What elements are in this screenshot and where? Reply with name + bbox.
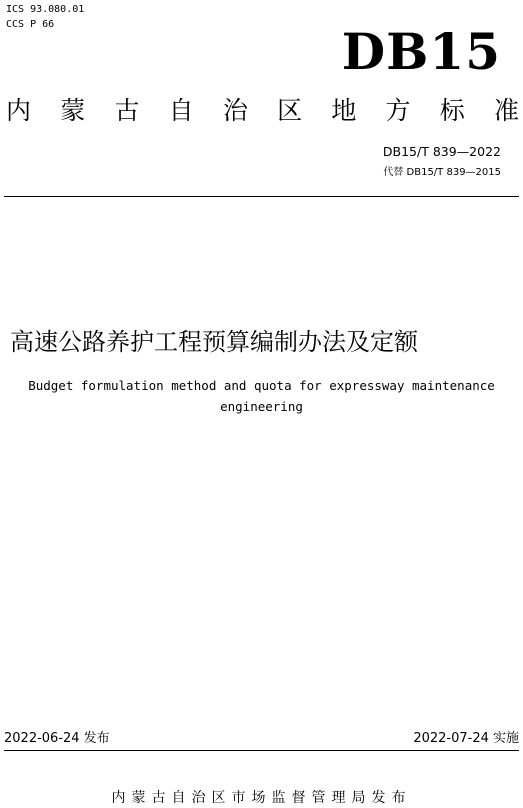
standard-type-char: 标 (439, 96, 465, 125)
classification-block (6, 2, 84, 32)
standard-type-char: 方 (385, 96, 411, 125)
replaces-note: 代替 DB15/T 839—2015 (383, 167, 501, 178)
implementation-date: 2022-07-24 实施 (413, 731, 519, 746)
ics-code: ICS 93.080.01 (6, 4, 85, 15)
title-english-line2: engineering (220, 399, 303, 414)
issuer: 内蒙古自治区市场监督管理局发布 (111, 790, 412, 806)
standard-number: DB15/T 839—2022 (382, 144, 501, 159)
standard-type-char: 地 (331, 96, 357, 125)
title-english-line1: Budget formulation method and quota for expressway maintenance (28, 378, 495, 393)
release-date: 2022-06-24 发布 (4, 731, 110, 746)
standard-type-char: 准 (493, 96, 519, 125)
standard-type-char: 古 (114, 96, 140, 125)
standard-mark: DB15 (341, 22, 501, 81)
standard-type-char: 治 (222, 96, 248, 125)
title-english (0, 375, 523, 417)
standard-type-char: 蒙 (60, 96, 86, 125)
top-divider (4, 196, 519, 197)
standard-type-char: 内 (6, 96, 32, 125)
ccs-code: CCS P 66 (6, 19, 55, 30)
title-chinese: 高速公路养护工程预算编制办法及定额 (10, 328, 418, 356)
standard-type (6, 96, 519, 126)
standard-type-char: 自 (168, 96, 194, 125)
standard-type-char: 区 (277, 96, 303, 125)
bottom-divider (4, 750, 519, 751)
